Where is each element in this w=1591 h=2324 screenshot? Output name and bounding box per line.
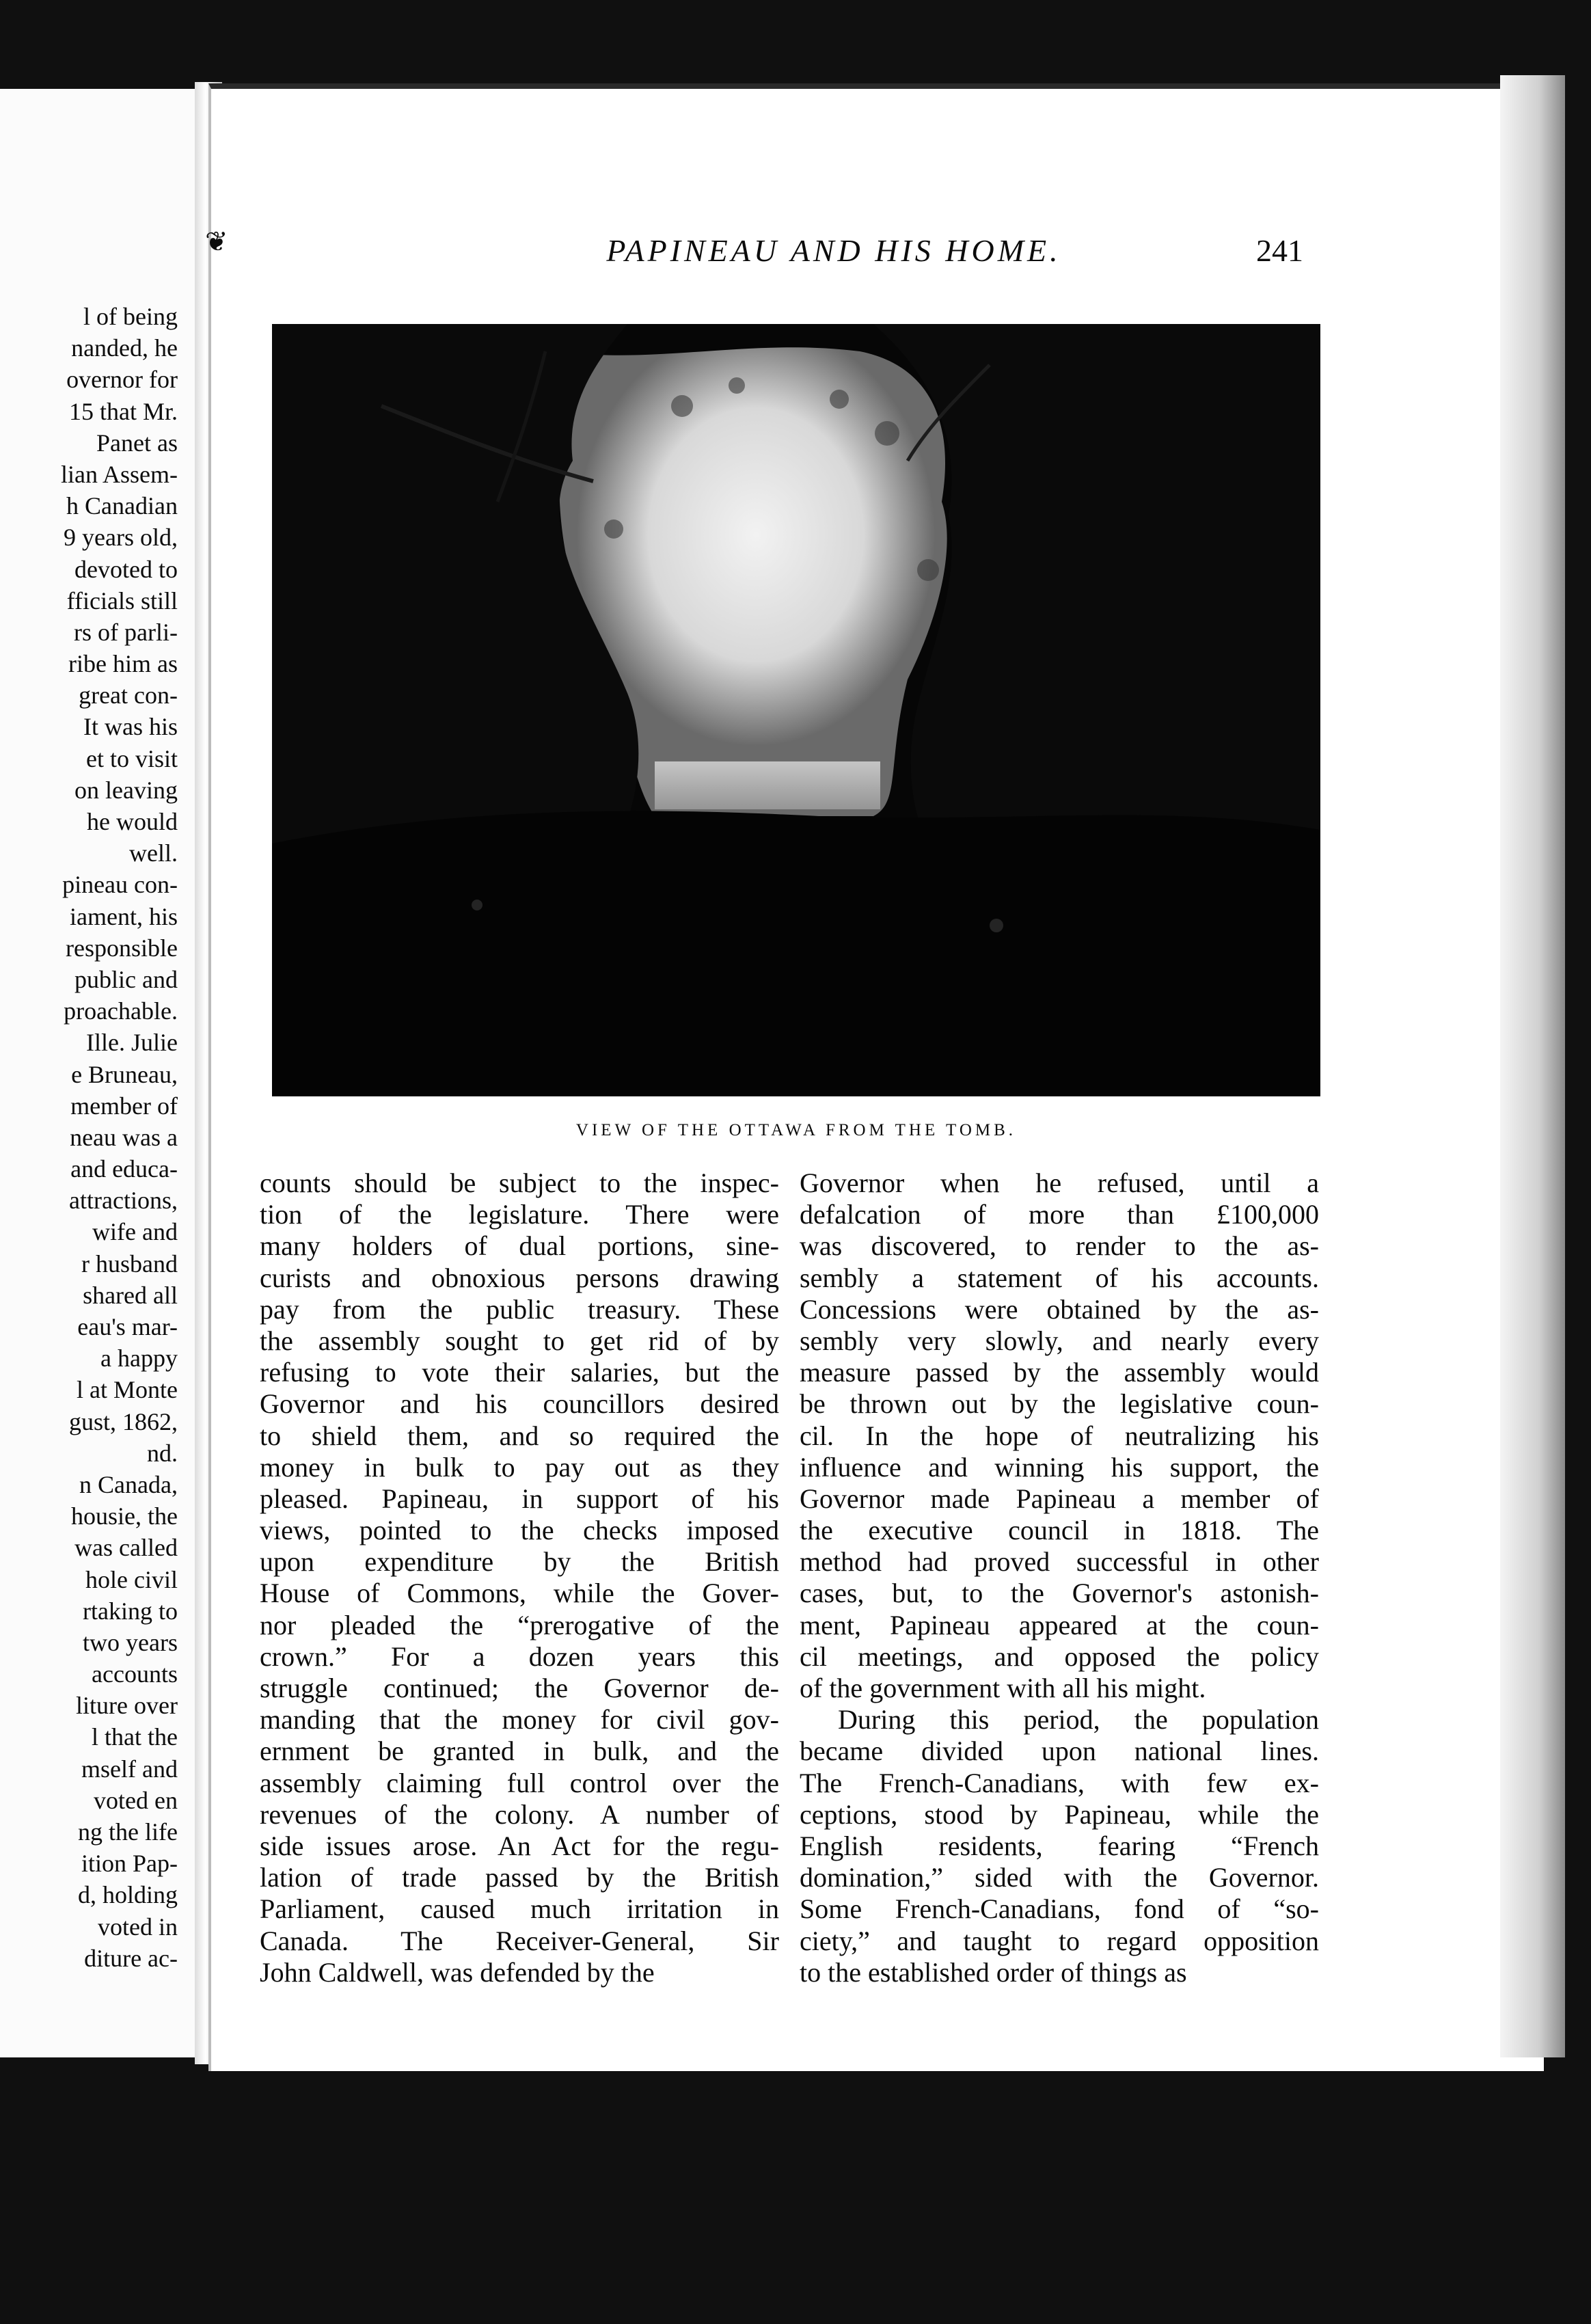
text-line: diture ac- [84,1944,178,1972]
left-page-text [0,301,178,1974]
text-line: ribe him as [68,650,178,678]
text-line: liture over [76,1692,178,1720]
text-line: et to visit [86,744,178,772]
text-line: John Caldwell, was defended by the [260,1956,655,1988]
text-line: hole civil [85,1565,178,1593]
text-line: and educa- [70,1155,178,1183]
text-line: d, holding [77,1881,178,1909]
text-line: of the government with all his might. [800,1673,1206,1703]
text-line: l that the [92,1723,178,1751]
text-line: During this period, the population [838,1704,1319,1735]
text-line: ceptions, stood by Papineau, while the [800,1798,1319,1830]
text-line: wife and [92,1218,178,1246]
figure-caption: VIEW OF THE OTTAWA FROM THE TOMB. [575,1121,1017,1139]
text-line: nor pleaded the “prerogative of the [260,1609,779,1640]
text-line: a happy [100,1345,178,1373]
text-line: pleased. Papineau, in support of his [260,1483,779,1514]
text-line: l at Monte [77,1376,178,1404]
text-line: defalcation of more than £100,000 [800,1199,1319,1230]
text-line: to the established order of things as [800,1956,1187,1988]
text-line: attractions, [69,1187,178,1215]
text-line: side issues arose. An Act for the regu- [260,1830,779,1861]
text-line: overnor for [66,366,178,394]
text-line: Ille. Julie [86,1029,178,1057]
text-line: iament, his [70,902,178,930]
text-line: e Bruneau, [71,1060,178,1088]
text-line: views, pointed to the checks imposed [260,1515,779,1546]
text-line: fficials still [66,586,178,614]
ornament-icon: ❦ [205,226,228,257]
text-line: upon expenditure by the British [260,1546,779,1578]
text-line: House of Commons, while the Gover- [260,1578,779,1609]
text-line: sembly a statement of his accounts. [800,1262,1319,1293]
left-page-fragment [0,89,205,2057]
text-line: gust, 1862, [68,1407,178,1435]
text-line: h Canadian [66,492,178,520]
text-line: ciety,” and taught to regard opposition [800,1925,1319,1956]
page-edge [1500,75,1565,2057]
text-line: great con- [79,681,178,710]
text-line: revenues of the colony. A number of [260,1798,779,1830]
text-line: pay from the public treasury. These [260,1293,779,1325]
text-line: method had proved successful in other [800,1546,1319,1578]
text-line: devoted to [74,555,178,583]
text-line: housie, the [71,1502,178,1530]
text-line: ition Pap- [81,1850,178,1878]
text-line: struggle continued; the Governor de- [260,1673,779,1703]
text-line: cases, but, to the Governor's astonish- [800,1578,1319,1609]
text-line: 9 years old, [64,524,178,552]
text-line: ng the life [78,1818,178,1846]
text-line: became divided upon national lines. [800,1735,1319,1767]
text-line: r husband [81,1249,178,1278]
text-line: proachable. [64,997,178,1025]
text-line: eau's mar- [77,1313,178,1340]
text-line: many holders of dual portions, sine- [260,1230,779,1262]
text-line: measure passed by the assembly would [800,1357,1319,1388]
text-line: The French-Canadians, with few ex- [800,1767,1319,1798]
text-line: was discovered, to render to the as- [800,1230,1319,1262]
text-line: refusing to vote their salaries, but the [260,1357,779,1388]
text-line: cil meetings, and opposed the policy [800,1640,1319,1672]
text-line: manding that the money for civil gov- [260,1704,779,1735]
text-line: nd. [147,1439,178,1467]
photo-ottawa-view [272,324,1320,1096]
text-line: 15 that Mr. [69,397,178,425]
text-line: be thrown out by the legislative coun- [800,1388,1319,1420]
text-line: public and [74,965,178,993]
text-line: Concessions were obtained by the as- [800,1293,1319,1325]
text-line: shared all [83,1281,178,1309]
text-line: ernment be granted in bulk, and the [260,1735,779,1767]
text-line: was called [74,1534,178,1562]
text-line: tion of the legislature. There were [260,1199,779,1230]
text-line: English residents, fearing “French [800,1830,1319,1861]
text-line: mself and [81,1755,178,1783]
text-line: two years [83,1628,178,1656]
text-line: voted in [98,1913,178,1941]
text-line: accounts [92,1660,178,1688]
text-line: voted en [94,1786,178,1814]
text-line: on leaving [74,776,178,804]
text-line: neau was a [70,1123,178,1151]
text-line: counts should be subject to the inspec- [260,1167,779,1198]
landscape-photo-icon [272,324,1320,1096]
text-line: l of being [83,303,178,330]
text-line: he would [87,808,178,835]
text-line: Governor made Papineau a member of [800,1483,1319,1514]
text-line: crown.” For a dozen years this [260,1640,779,1672]
page-number: 241 [1256,233,1303,268]
text-line: Governor and his councillors desired [260,1388,779,1420]
text-line: the assembly sought to get rid of by [260,1325,779,1356]
text-line: It was his [83,713,178,741]
text-line: sembly very slowly, and nearly every [800,1325,1319,1356]
text-line: assembly claiming full control over the [260,1767,779,1798]
text-line: member of [70,1092,178,1120]
text-line: Panet as [96,429,178,457]
text-line: nanded, he [71,334,178,362]
text-line: domination,” sided with the Governor. [800,1862,1319,1893]
text-line: responsible [66,934,178,962]
text-line: pineau con- [62,871,178,899]
text-line: curists and obnoxious persons drawing [260,1262,779,1293]
text-line: lation of trade passed by the British [260,1862,779,1893]
text-line: money in bulk to pay out as they [260,1451,779,1483]
text-line: Parliament, caused much irritation in [260,1893,779,1925]
running-head: PAPINEAU AND HIS HOME. [606,233,1061,268]
text-line: well. [129,839,178,867]
text-line: Governor when he refused, until a [800,1167,1319,1198]
text-line: influence and winning his support, the [800,1451,1319,1483]
text-column-right [800,1167,1319,1988]
text-line: to shield them, and so required the [260,1420,779,1451]
text-line: the executive council in 1818. The [800,1515,1319,1546]
text-line: Some French-Canadians, fond of “so- [800,1893,1319,1925]
text-line: Canada. The Receiver-General, Sir [260,1925,779,1956]
text-line: rs of parli- [74,618,178,646]
text-line: cil. In the hope of neutralizing his [800,1420,1319,1451]
text-line: lian Assem- [61,460,178,488]
text-line: ment, Papineau appeared at the coun- [800,1609,1319,1640]
text-line: rtaking to [83,1597,178,1625]
text-column-left [260,1167,779,1988]
text-line: n Canada, [79,1470,178,1498]
